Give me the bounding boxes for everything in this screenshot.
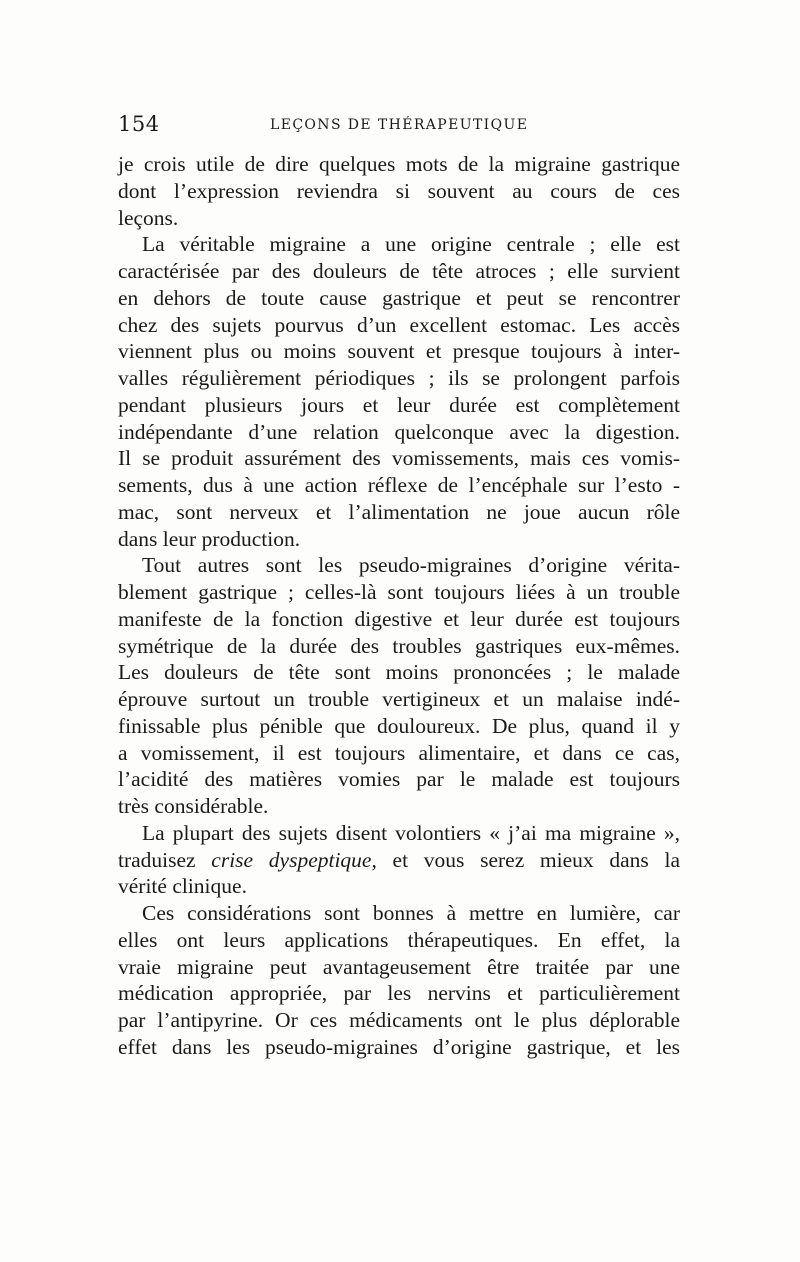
text-line: effet dans les pseudo-migraines d’origine gastrique, et les — [118, 1034, 680, 1059]
text-line: leçons. — [118, 205, 179, 230]
paragraph-first-line: Ces considérations sont bonnes à mettre en lumière, car — [142, 901, 680, 925]
text-line: pendant plusieurs jours et leur durée est complètement — [118, 392, 680, 417]
text-line: a vomissement, il est toujours alimentaire, et dans ce cas, — [118, 740, 680, 765]
paragraph-first-line: La plupart des sujets disent volontiers « j’ai ma migraine », — [142, 820, 680, 845]
text-line: viennent plus ou moins souvent et presque toujours à inter- — [118, 339, 680, 364]
text-line: sements, dus à une action réflexe de l’encéphale sur l’esto - — [118, 473, 680, 497]
running-title: LEÇONS DE THÉRAPEUTIQUE — [270, 117, 529, 133]
text-line: valles régulièrement périodiques ; ils se prolongent parfois — [118, 366, 680, 390]
text-line — [118, 847, 680, 874]
line-segment: , et vous serez mieux dans la — [371, 847, 680, 872]
text-line: par l’antipyrine. Or ces médicaments ont le plus déplorable — [118, 1008, 680, 1032]
text-line: vraie migraine peut avantageusement être traitée par une — [118, 954, 680, 979]
text-line: mac, sont nerveux et l’alimentation ne joue aucun rôle — [118, 499, 680, 524]
text-line: très considérable. — [118, 794, 269, 818]
text-line: elles ont leurs applications thérapeutiques. En effet, la — [118, 927, 680, 952]
text-line: vérité clinique. — [118, 874, 247, 899]
line-segment: traduisez — [118, 847, 212, 872]
running-head — [118, 112, 680, 142]
text-line: éprouve surtout un trouble vertigineux et un malaise indé- — [118, 687, 680, 711]
text-line: symétrique de la durée des troubles gastriques eux-mêmes. — [118, 633, 680, 658]
text-line: je crois utile de dire quelques mots de la migraine gastrique — [118, 152, 680, 176]
paragraph-first-line: Tout autres sont les pseudo-migraines d’origine vérita- — [142, 553, 680, 578]
text-line: médication appropriée, par les nervins et particulièrement — [118, 981, 680, 1006]
text-line: chez des sujets pourvus d’un excellent estomac. Les accès — [118, 312, 680, 337]
body-text — [118, 151, 680, 1061]
text-line: manifeste de la fonction digestive et leur durée est toujours — [118, 606, 680, 631]
text-line: Les douleurs de tête sont moins prononcées ; le malade — [118, 660, 680, 685]
text-line: caractérisée par des douleurs de tête atroces ; elle survient — [118, 259, 680, 283]
text-line: finissable plus pénible que douloureux. De plus, quand il y — [118, 713, 680, 738]
text-line: en dehors de toute cause gastrique et peut se rencontrer — [118, 285, 680, 310]
italic-term: crise dyspeptique — [211, 847, 372, 872]
paragraph-first-line: La véritable migraine a une origine centrale ; elle est — [142, 232, 680, 257]
page-number: 154 — [118, 112, 160, 136]
text-line: indépendante d’une relation quelconque avec la digestion. — [118, 419, 680, 444]
text-line: Il se produit assurément des vomissements, mais ces vomis- — [118, 446, 680, 471]
text-line: dont l’expression reviendra si souvent au cours de ces — [118, 178, 680, 203]
text-line: dans leur production. — [118, 526, 301, 551]
text-line: l’acidité des matières vomies par le malade est toujours — [118, 767, 680, 792]
text-line: blement gastrique ; celles-là sont toujours liées à un trouble — [118, 580, 680, 604]
